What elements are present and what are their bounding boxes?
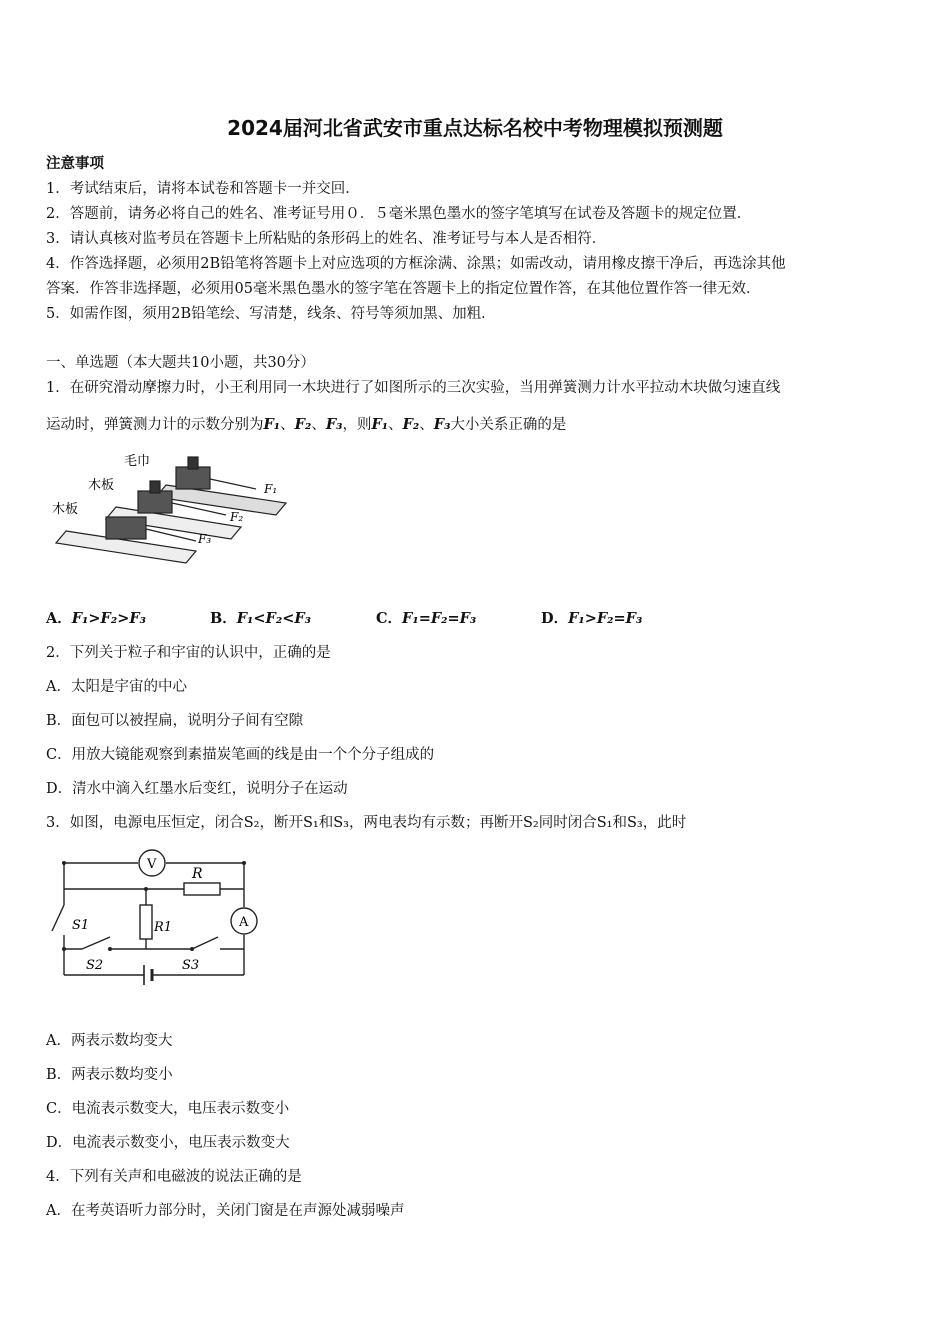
circuit-label: S2 bbox=[86, 958, 104, 973]
q4-option-a[interactable]: A．在考英语听力部分时，关闭门窗是在声源处减弱噪声 bbox=[46, 1203, 405, 1219]
switch-s3 bbox=[192, 937, 218, 949]
switch-s2 bbox=[82, 937, 110, 949]
q2-stem: 2．下列关于粒子和宇宙的认识中，正确的是 bbox=[46, 645, 331, 661]
q3-option-a[interactable]: A．两表示数均变大 bbox=[46, 1033, 173, 1049]
notice-item: 4．作答选择题，必须用2B铅笔将答题卡上对应选项的方框涂满、涂黑；如需改动，请用橡皮擦干净后，再选涂其他 bbox=[46, 256, 786, 272]
q2-option-b[interactable]: B．面包可以被捏扁，说明分子间有空隙 bbox=[46, 713, 304, 729]
section-heading: 一、单选题（本大题共10小题，共30分） bbox=[46, 355, 315, 371]
fig-force-label: F₂ bbox=[230, 510, 244, 524]
switch-s1 bbox=[52, 905, 64, 931]
page-title: 2024届河北省武安市重点达标名校中考物理模拟预测题 bbox=[227, 116, 723, 140]
circuit-label: A bbox=[239, 915, 249, 930]
q2-option-d[interactable]: D．清水中滴入红墨水后变红，说明分子在运动 bbox=[46, 781, 348, 797]
fig-label: 毛巾 bbox=[124, 454, 151, 469]
q2-option-a[interactable]: A．太阳是宇宙的中心 bbox=[46, 679, 187, 695]
notice-item: 5．如需作图，须用2B铅笔绘、写清楚，线条、符号等须加黑、加粗． bbox=[46, 306, 496, 322]
force-label: F₁ bbox=[371, 416, 389, 433]
fig-force-label: F₃ bbox=[198, 532, 212, 546]
force-label: F₃ bbox=[325, 416, 343, 433]
q1-stem-line1: 1．在研究滑动摩擦力时，小王利用同一木块进行了如图所示的三次实验，当用弹簧测力计水平拉动木块做匀速直线 bbox=[46, 380, 781, 396]
q2-option-c[interactable]: C．用放大镜能观察到素描炭笔画的线是由一个个分子组成的 bbox=[46, 747, 435, 763]
wood-block bbox=[106, 517, 146, 539]
fig-label: 木板 bbox=[52, 502, 79, 517]
q1-option-b[interactable]: B．F₁<F₂<F₃ bbox=[210, 610, 312, 627]
weight bbox=[150, 481, 160, 493]
notice-heading: 注意事项 bbox=[46, 155, 104, 172]
weight bbox=[188, 457, 198, 469]
wood-block bbox=[176, 467, 210, 489]
force-label: F₃ bbox=[433, 416, 451, 433]
circuit-label: R bbox=[192, 866, 203, 882]
q1-option-a[interactable]: A．F₁>F₂>F₃ bbox=[46, 610, 147, 627]
q1-option-c[interactable]: C．F₁=F₂=F₃ bbox=[376, 610, 477, 627]
q3-option-b[interactable]: B．两表示数均变小 bbox=[46, 1067, 173, 1083]
q4-stem: 4．下列有关声和电磁波的说法正确的是 bbox=[46, 1169, 302, 1185]
q1-option-d[interactable]: D．F₁>F₂=F₃ bbox=[541, 610, 643, 627]
q3-option-d[interactable]: D．电流表示数变小，电压表示数变大 bbox=[46, 1135, 290, 1151]
q1-stem-line2: 运动时，弹簧测力计的示数分别为F₁、F₂、F₃，则F₁、F₂、F₃大小关系正确的是 bbox=[46, 416, 567, 433]
circuit-label: S1 bbox=[72, 918, 90, 933]
friction-experiment-figure bbox=[46, 445, 296, 575]
q3-stem: 3．如图，电源电压恒定，闭合S₂，断开S₁和S₃，两电表均有示数；再断开S₂同时闭合S₁和S₃，此时 bbox=[46, 815, 687, 831]
notice-item: 3．请认真核对监考员在答题卡上所粘贴的条形码上的姓名、准考证号与本人是否相符． bbox=[46, 231, 607, 247]
wood-block bbox=[138, 491, 172, 513]
force-label: F₁ bbox=[263, 416, 281, 433]
resistor-r bbox=[184, 883, 220, 895]
force-label: F₂ bbox=[294, 416, 312, 433]
notice-item: 1．考试结束后，请将本试卷和答题卡一并交回． bbox=[46, 181, 360, 197]
fig-force-label: F₁ bbox=[264, 482, 278, 496]
circuit-diagram bbox=[46, 845, 266, 995]
force-label: F₂ bbox=[402, 416, 420, 433]
resistor-r1 bbox=[140, 905, 152, 939]
fig-label: 木板 bbox=[88, 478, 115, 493]
notice-item: 2．答题前，请务必将自己的姓名、准考证号用０．５毫米黑色墨水的签字笔填写在试卷及答题卡的规定位置． bbox=[46, 206, 752, 222]
circuit-label: R1 bbox=[154, 920, 173, 935]
notice-item: 答案．作答非选择题，必须用05毫米黑色墨水的签字笔在答题卡上的指定位置作答，在其他位置作答一律无效． bbox=[46, 281, 761, 297]
circuit-label: S3 bbox=[182, 958, 200, 973]
circuit-label: V bbox=[147, 857, 157, 872]
q3-option-c[interactable]: C．电流表示数变大，电压表示数变小 bbox=[46, 1101, 290, 1117]
